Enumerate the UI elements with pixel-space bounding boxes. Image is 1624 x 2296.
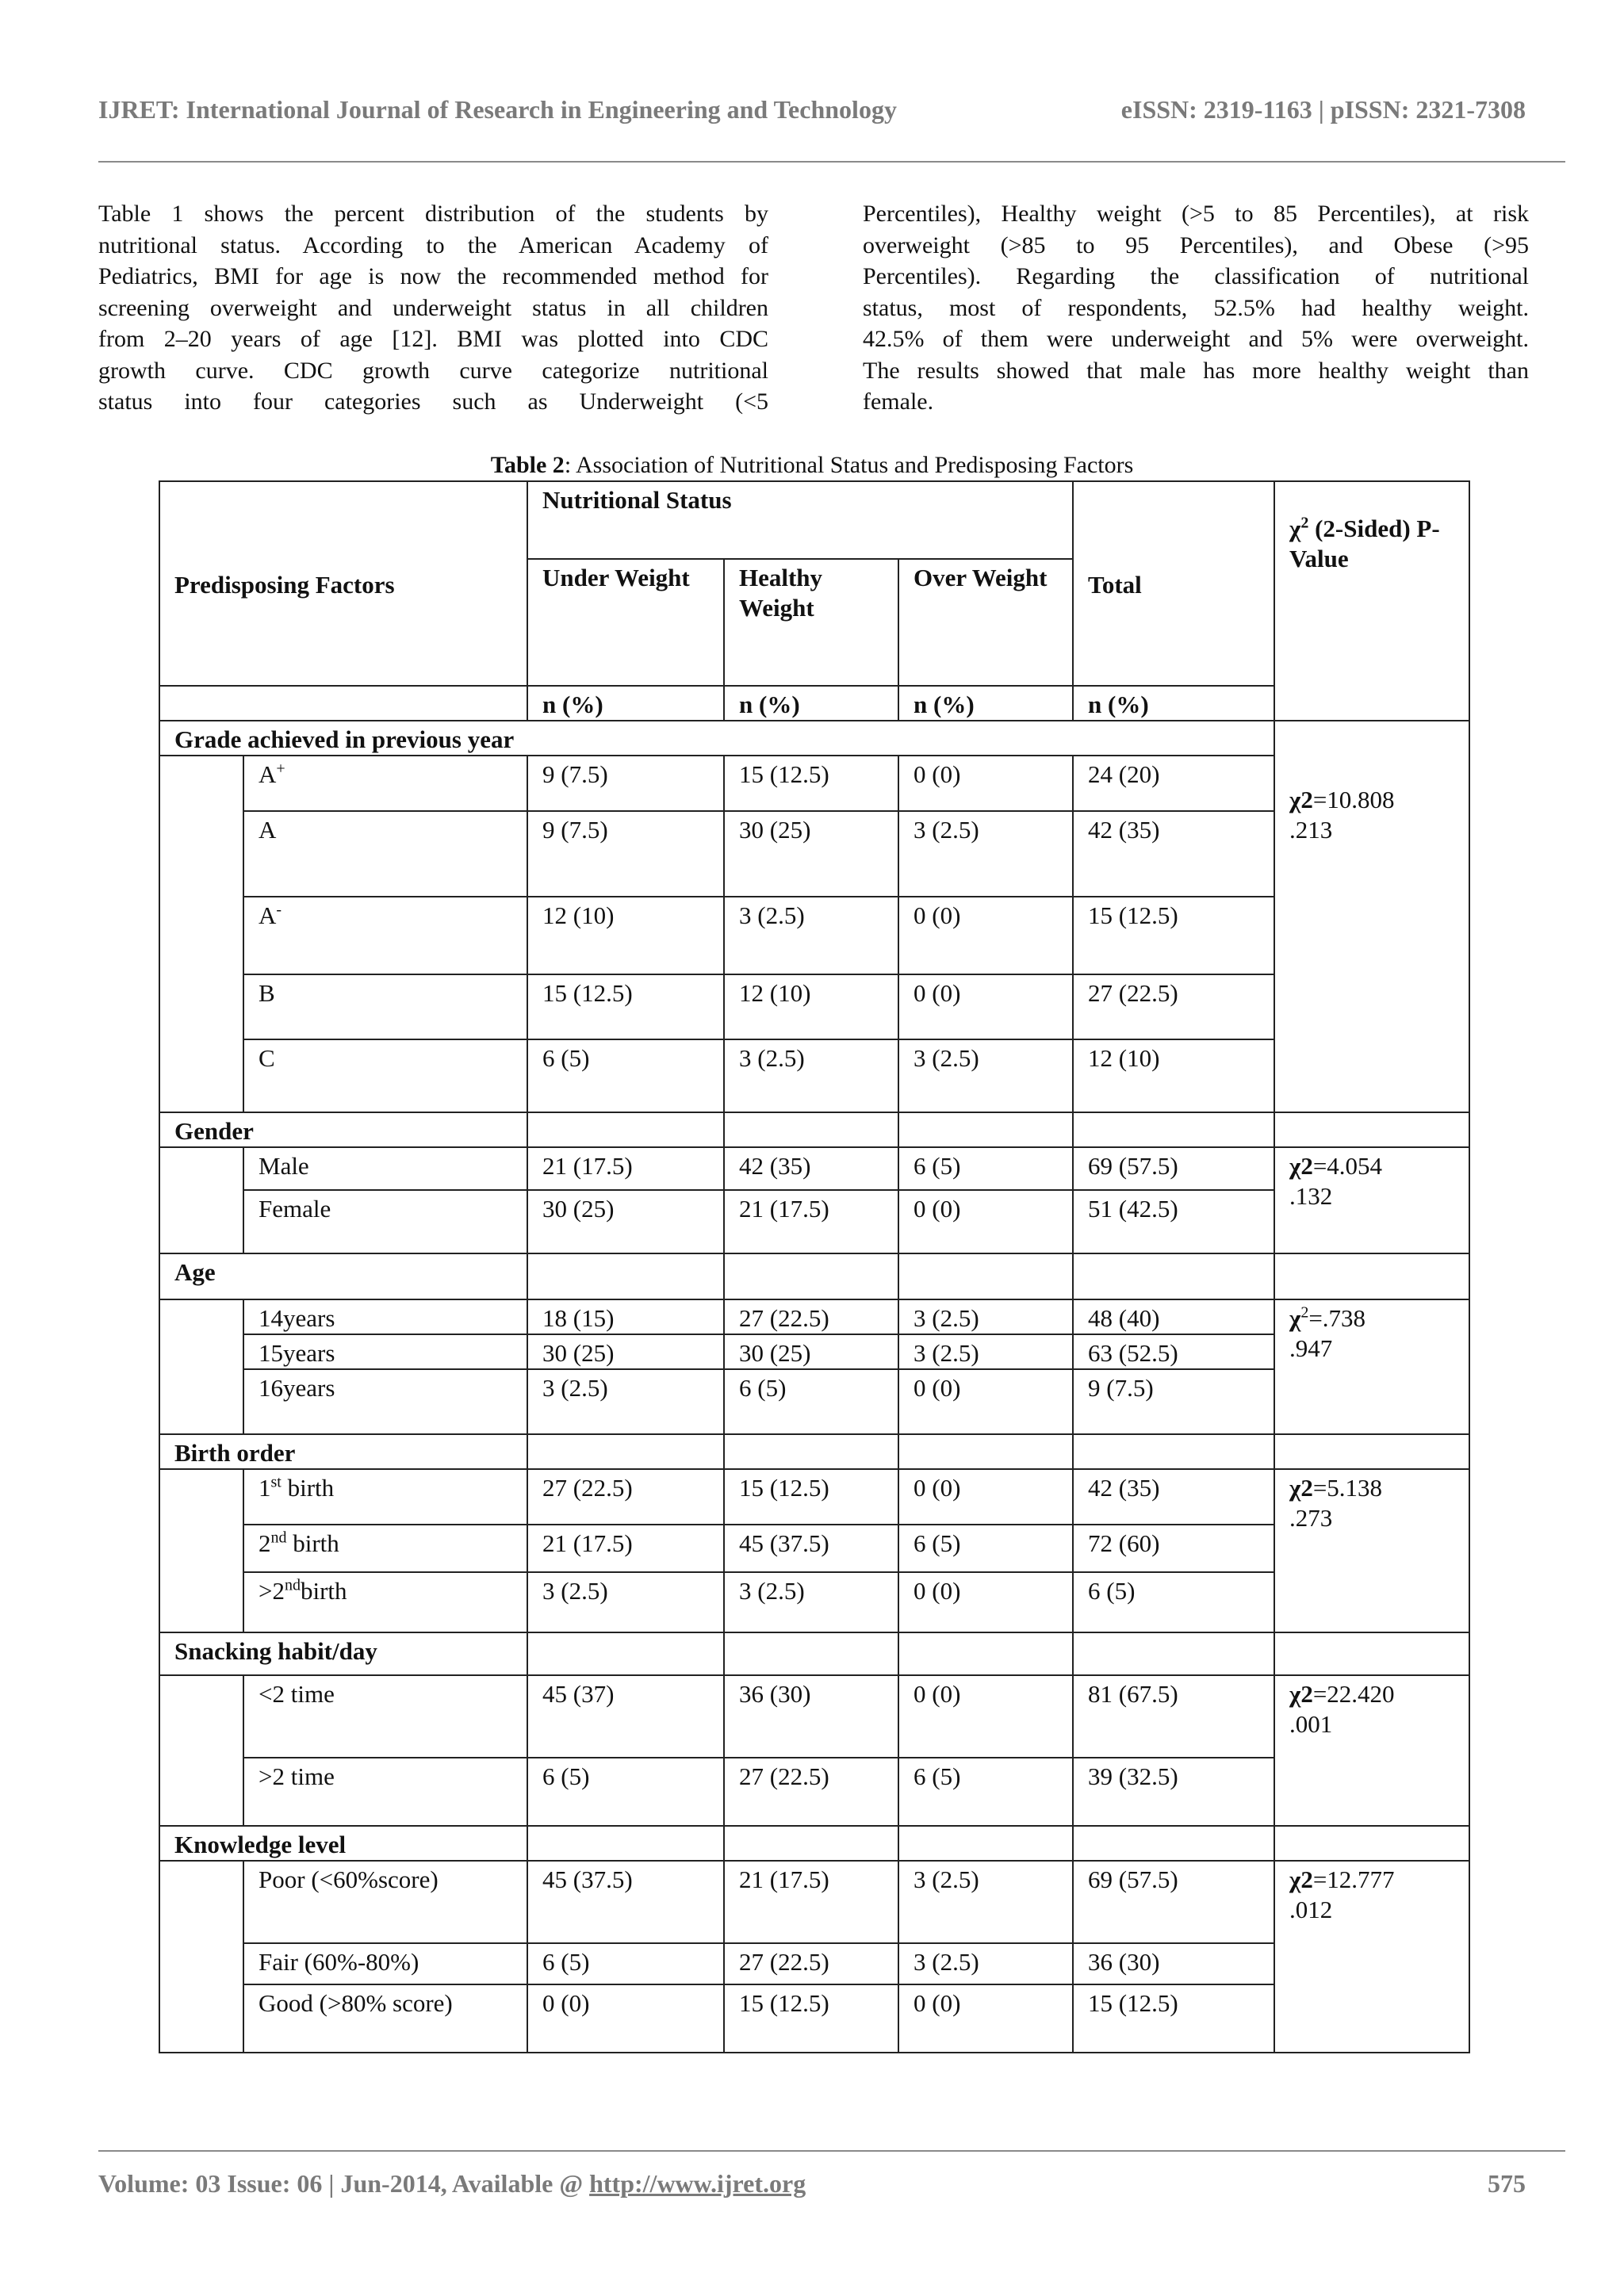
stat-value: =5.138 — [1312, 1474, 1383, 1502]
chi-heading-text: (2-Sided) P-Value — [1289, 515, 1440, 572]
empty-cell — [527, 1112, 724, 1147]
empty-cell — [898, 1434, 1073, 1469]
table-row — [159, 1984, 1469, 2053]
cell-value: 51 (42.5) — [1073, 1190, 1274, 1253]
cell-value: 6 (5) — [1073, 1572, 1274, 1632]
table-row — [159, 1299, 1469, 1334]
cell-value: 6 (5) — [898, 1525, 1073, 1572]
empty-cell — [527, 1632, 724, 1675]
empty-cell — [1274, 1434, 1469, 1469]
cell-value: 6 (5) — [527, 1758, 724, 1826]
cell-value: 3 (2.5) — [898, 811, 1073, 897]
cell-value: 15 (12.5) — [527, 974, 724, 1039]
header-divider — [98, 161, 1565, 163]
section-title: Age — [159, 1253, 527, 1299]
cell-value: 27 (22.5) — [724, 1943, 898, 1984]
cell-value: 0 (0) — [898, 756, 1073, 811]
text-line: screening overweight and underweight status in all children — [98, 294, 768, 321]
empty-cell — [159, 686, 527, 721]
stat-symbol: χ2 — [1289, 786, 1313, 813]
grade-letter: C — [259, 1044, 275, 1072]
cell-value: 9 (7.5) — [527, 811, 724, 897]
ordinal-number: 1 — [259, 1474, 271, 1502]
table-row — [159, 1861, 1469, 1943]
cell-value: 0 (0) — [898, 1369, 1073, 1434]
unit-label: n (%) — [527, 686, 724, 721]
chi-symbol: χ — [1289, 515, 1301, 542]
table-row — [159, 811, 1469, 897]
table-row — [159, 1675, 1469, 1758]
empty-cell — [898, 1112, 1073, 1147]
empty-cell — [1073, 1253, 1274, 1299]
header-chi-square — [1274, 481, 1469, 721]
cell-value: 3 (2.5) — [898, 1039, 1073, 1112]
table-row — [159, 1147, 1469, 1190]
cell-value: 15 (12.5) — [1073, 897, 1274, 974]
grade-letter: A — [259, 816, 277, 844]
ordinal-number: 2 — [259, 1529, 271, 1557]
indent-cell — [159, 1675, 243, 1826]
empty-cell — [1073, 1112, 1274, 1147]
header-over-weight: Over Weight — [898, 559, 1073, 686]
empty-cell — [527, 1826, 724, 1861]
text-line: status into four categories such as Underweight (<5 — [98, 388, 768, 415]
cell-value: 27 (22.5) — [1073, 974, 1274, 1039]
cell-value: 3 (2.5) — [527, 1369, 724, 1434]
stat-value: =4.054 — [1312, 1152, 1383, 1180]
indent-cell — [159, 1147, 243, 1253]
row-label: Poor (<60%score) — [243, 1861, 527, 1943]
stat-cell — [1274, 1675, 1469, 1826]
journal-title: IJRET: International Journal of Research in Engineering and Technology — [98, 95, 897, 124]
cell-value: 21 (17.5) — [527, 1525, 724, 1572]
empty-cell — [1274, 1632, 1469, 1675]
cell-value: 21 (17.5) — [724, 1861, 898, 1943]
ordinal-word: birth — [281, 1474, 335, 1502]
table-row — [159, 1525, 1469, 1572]
empty-cell — [1073, 1826, 1274, 1861]
stat-superscript: 2 — [1300, 1303, 1309, 1322]
empty-cell — [724, 1826, 898, 1861]
table-row — [159, 1334, 1469, 1369]
cell-value: 48 (40) — [1073, 1299, 1274, 1334]
table-caption — [0, 452, 1624, 479]
cell-value: 15 (12.5) — [724, 1984, 898, 2053]
empty-cell — [1073, 1632, 1274, 1675]
cell-value: 30 (25) — [527, 1190, 724, 1253]
cell-value: 27 (22.5) — [527, 1469, 724, 1525]
row-label: 15years — [243, 1334, 527, 1369]
grade-letter: A — [259, 760, 277, 788]
cell-value: 6 (5) — [527, 1039, 724, 1112]
section-title: Snacking habit/day — [159, 1632, 527, 1675]
section-row-age — [159, 1253, 1469, 1299]
text-line: Percentiles), Healthy weight (>5 to 85 Percentiles), at risk — [863, 201, 1529, 227]
header-nutritional-status: Nutritional Status — [527, 481, 1073, 559]
indent-cell — [159, 1469, 243, 1632]
row-label: <2 time — [243, 1675, 527, 1758]
row-label: 14years — [243, 1299, 527, 1334]
row-label — [243, 811, 527, 897]
cell-value: 39 (32.5) — [1073, 1758, 1274, 1826]
empty-cell — [724, 1632, 898, 1675]
empty-cell — [898, 1632, 1073, 1675]
section-row-birth-order — [159, 1434, 1469, 1469]
cell-value: 0 (0) — [898, 1469, 1073, 1525]
row-label: Male — [243, 1147, 527, 1190]
cell-value: 21 (17.5) — [724, 1190, 898, 1253]
unit-label: n (%) — [724, 686, 898, 721]
cell-value: 6 (5) — [898, 1147, 1073, 1190]
stat-symbol: χ2 — [1289, 1866, 1313, 1893]
row-label — [243, 756, 527, 811]
stat-value: =.738 — [1308, 1304, 1366, 1332]
section-title: Knowledge level — [159, 1826, 527, 1861]
journal-link[interactable]: http://www.ijret.org — [589, 2169, 806, 2198]
cell-value: 3 (2.5) — [898, 1334, 1073, 1369]
p-value: .273 — [1289, 1504, 1333, 1532]
cell-value: 27 (22.5) — [724, 1758, 898, 1826]
header-healthy-weight: Healthy Weight — [724, 559, 898, 686]
cell-value: 0 (0) — [898, 1572, 1073, 1632]
p-value: .001 — [1289, 1710, 1333, 1738]
indent-cell — [159, 1299, 243, 1434]
row-label: >2 time — [243, 1758, 527, 1826]
empty-cell — [898, 1253, 1073, 1299]
empty-cell — [1274, 1826, 1469, 1861]
table-row — [159, 974, 1469, 1039]
cell-value: 0 (0) — [898, 1984, 1073, 2053]
section-row-knowledge — [159, 1826, 1469, 1861]
table-row — [159, 1758, 1469, 1826]
cell-value: 3 (2.5) — [898, 1861, 1073, 1943]
cell-value: 3 (2.5) — [724, 897, 898, 974]
cell-value: 45 (37) — [527, 1675, 724, 1758]
body-paragraph-left — [98, 198, 768, 418]
section-title: Grade achieved in previous year — [159, 721, 1274, 756]
text-line: Percentiles). Regarding the classification of nutritional — [863, 263, 1529, 289]
section-row-snacking — [159, 1632, 1469, 1675]
header-under-weight: Under Weight — [527, 559, 724, 686]
cell-value: 3 (2.5) — [724, 1572, 898, 1632]
cell-value: 42 (35) — [1073, 811, 1274, 897]
text-line: nutritional status. According to the American Academy of — [98, 232, 768, 258]
cell-value: 63 (52.5) — [1073, 1334, 1274, 1369]
section-row-gender — [159, 1112, 1469, 1147]
ordinal-number: >2 — [259, 1577, 285, 1605]
header-row — [159, 481, 1469, 559]
cell-value: 30 (25) — [724, 811, 898, 897]
cell-value: 81 (67.5) — [1073, 1675, 1274, 1758]
p-value: .012 — [1289, 1896, 1333, 1923]
cell-value: 30 (25) — [724, 1334, 898, 1369]
stat-cell — [1274, 1469, 1469, 1632]
cell-value: 3 (2.5) — [898, 1299, 1073, 1334]
row-label: Female — [243, 1190, 527, 1253]
cell-value: 24 (20) — [1073, 756, 1274, 811]
row-label: Fair (60%-80%) — [243, 1943, 527, 1984]
empty-cell — [527, 1253, 724, 1299]
table-caption-text: : Association of Nutritional Status and Predisposing Factors — [564, 452, 1134, 478]
stat-cell — [1274, 1861, 1469, 2053]
cell-value: 45 (37.5) — [527, 1861, 724, 1943]
cell-value: 0 (0) — [527, 1984, 724, 2053]
cell-value: 12 (10) — [724, 974, 898, 1039]
row-label — [243, 897, 527, 974]
cell-value: 6 (5) — [724, 1369, 898, 1434]
row-label — [243, 1469, 527, 1525]
stat-value: =22.420 — [1312, 1680, 1395, 1708]
empty-cell — [527, 1434, 724, 1469]
table-row — [159, 1572, 1469, 1632]
table-row — [159, 1943, 1469, 1984]
empty-cell — [1274, 1253, 1469, 1299]
cell-value: 27 (22.5) — [724, 1299, 898, 1334]
section-title: Gender — [159, 1112, 527, 1147]
stat-symbol: χ — [1289, 1304, 1301, 1332]
table-row — [159, 1039, 1469, 1112]
unit-label: n (%) — [1073, 686, 1274, 721]
cell-value: 36 (30) — [724, 1675, 898, 1758]
cell-value: 0 (0) — [898, 974, 1073, 1039]
empty-cell — [724, 1434, 898, 1469]
stat-symbol: χ2 — [1289, 1680, 1313, 1708]
cell-value: 6 (5) — [527, 1943, 724, 1984]
empty-cell — [724, 1253, 898, 1299]
cell-value: 0 (0) — [898, 897, 1073, 974]
table-row — [159, 1469, 1469, 1525]
text-line: female. — [863, 388, 934, 415]
nutrition-table — [159, 480, 1470, 2053]
cell-value: 45 (37.5) — [724, 1525, 898, 1572]
header-unit-row — [159, 686, 1469, 721]
stat-symbol: χ2 — [1289, 1474, 1313, 1502]
stat-symbol: χ2 — [1289, 1152, 1313, 1180]
cell-value: 42 (35) — [724, 1147, 898, 1190]
cell-value: 69 (57.5) — [1073, 1147, 1274, 1190]
table-row — [159, 1190, 1469, 1253]
row-label — [243, 1572, 527, 1632]
ordinal-suffix: nd — [270, 1529, 287, 1547]
stat-cell — [1274, 721, 1469, 1112]
row-label — [243, 1525, 527, 1572]
cell-value: 15 (12.5) — [724, 1469, 898, 1525]
cell-value: 0 (0) — [898, 1675, 1073, 1758]
empty-cell — [724, 1112, 898, 1147]
ordinal-suffix: nd — [284, 1576, 301, 1594]
text-line: from 2–20 years of age [12]. BMI was plotted into CDC — [98, 326, 768, 352]
ordinal-word: birth — [286, 1529, 339, 1557]
issn-info: eISSN: 2319-1163 | pISSN: 2321-7308 — [1120, 95, 1526, 124]
cell-value: 36 (30) — [1073, 1943, 1274, 1984]
cell-value: 12 (10) — [1073, 1039, 1274, 1112]
cell-value: 21 (17.5) — [527, 1147, 724, 1190]
cell-value: 72 (60) — [1073, 1525, 1274, 1572]
stat-cell — [1274, 1147, 1469, 1253]
indent-cell — [159, 1861, 243, 2053]
unit-label: n (%) — [898, 686, 1073, 721]
cell-value: 3 (2.5) — [898, 1943, 1073, 1984]
row-label — [243, 1039, 527, 1112]
table-caption-label: Table 2 — [490, 452, 565, 478]
grade-letter: B — [259, 979, 275, 1007]
cell-value: 6 (5) — [898, 1758, 1073, 1826]
cell-value: 18 (15) — [527, 1299, 724, 1334]
ordinal-suffix: st — [270, 1473, 282, 1491]
header-predisposing: Predisposing Factors — [159, 481, 527, 686]
section-row-grade — [159, 721, 1469, 756]
footer-volume-text: Volume: 03 Issue: 06 | Jun-2014, Available @ — [98, 2169, 590, 2198]
p-value: .132 — [1289, 1182, 1333, 1210]
cell-value: 9 (7.5) — [527, 756, 724, 811]
cell-value: 15 (12.5) — [724, 756, 898, 811]
row-label: 16years — [243, 1369, 527, 1434]
table-row — [159, 756, 1469, 811]
table-row — [159, 897, 1469, 974]
cell-value: 15 (12.5) — [1073, 1984, 1274, 2053]
grade-modifier: - — [276, 901, 282, 919]
table-row — [159, 1369, 1469, 1434]
grade-letter: A — [259, 901, 277, 929]
text-line: growth curve. CDC growth curve categorize nutritional — [98, 357, 768, 384]
body-paragraph-right — [863, 198, 1529, 418]
p-value: .947 — [1289, 1334, 1333, 1362]
row-label: Good (>80% score) — [243, 1984, 527, 2053]
text-line: Pediatrics, BMI for age is now the recommended method for — [98, 263, 768, 289]
section-title: Birth order — [159, 1434, 527, 1469]
cell-value: 9 (7.5) — [1073, 1369, 1274, 1434]
text-line: Table 1 shows the percent distribution of the students by — [98, 201, 768, 227]
text-line: 42.5% of them were underweight and 5% were overweight. — [863, 326, 1529, 352]
empty-cell — [898, 1826, 1073, 1861]
page-number: 575 — [1488, 2169, 1526, 2198]
empty-cell — [1274, 1112, 1469, 1147]
cell-value: 0 (0) — [898, 1190, 1073, 1253]
stat-value: =12.777 — [1312, 1866, 1395, 1893]
footer-divider — [98, 2150, 1565, 2152]
cell-value: 30 (25) — [527, 1334, 724, 1369]
indent-cell — [159, 756, 243, 1112]
cell-value: 3 (2.5) — [527, 1572, 724, 1632]
empty-cell — [1073, 1434, 1274, 1469]
ordinal-word: birth — [300, 1577, 347, 1605]
stat-value: =10.808 — [1312, 786, 1395, 813]
cell-value: 69 (57.5) — [1073, 1861, 1274, 1943]
footer-volume — [98, 2169, 806, 2198]
text-line: The results showed that male has more healthy weight than — [863, 357, 1529, 384]
cell-value: 3 (2.5) — [724, 1039, 898, 1112]
header-total: Total — [1073, 481, 1274, 686]
row-label — [243, 974, 527, 1039]
chi-superscript: 2 — [1300, 514, 1309, 532]
grade-modifier: + — [276, 760, 285, 778]
cell-value: 12 (10) — [527, 897, 724, 974]
p-value: .213 — [1289, 816, 1333, 844]
text-line: overweight (>85 to 95 Percentiles), and Obese (>95 — [863, 232, 1529, 258]
cell-value: 42 (35) — [1073, 1469, 1274, 1525]
stat-cell — [1274, 1299, 1469, 1434]
text-line: status, most of respondents, 52.5% had healthy weight. — [863, 294, 1529, 321]
